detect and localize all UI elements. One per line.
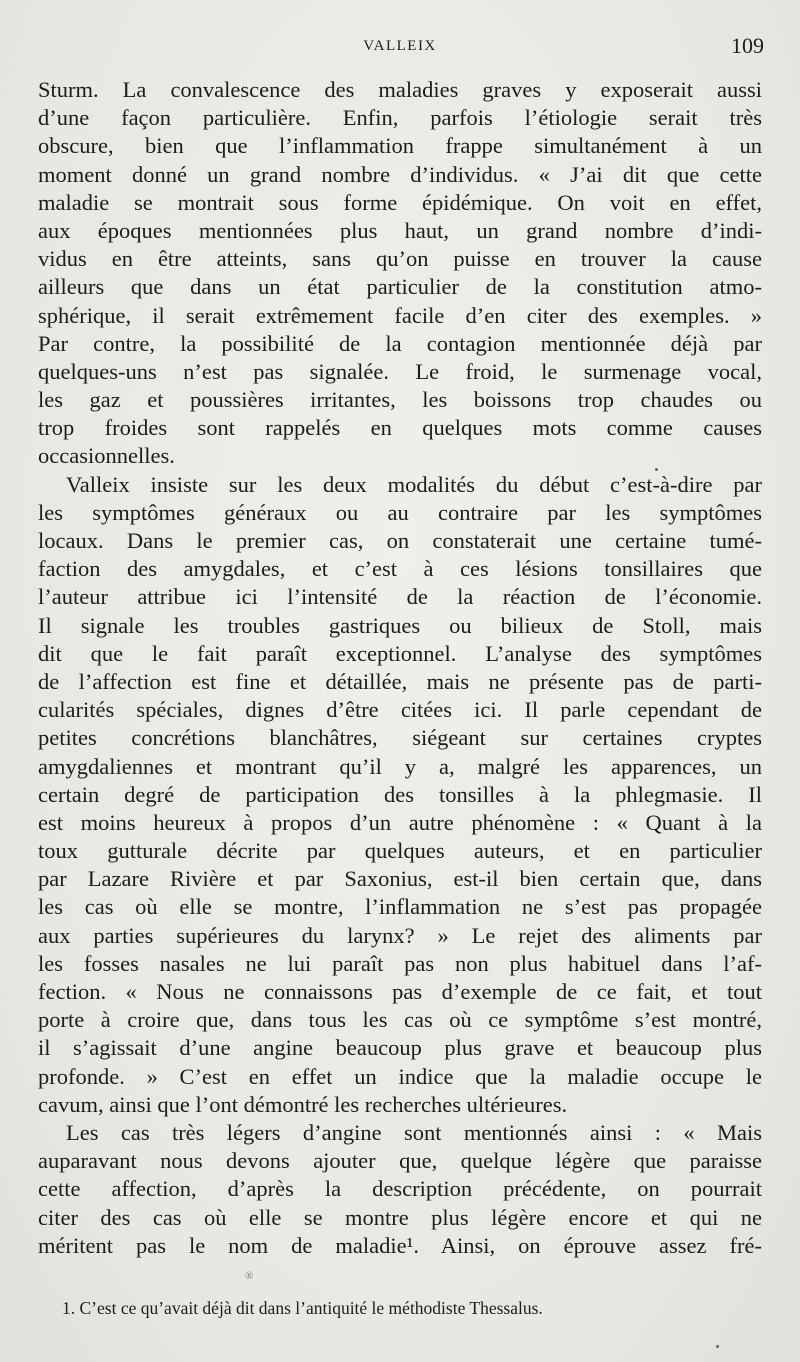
text-line: certain degré de participation des tonsilles à la phlegmasie. Il	[38, 781, 762, 807]
text-line: les fosses nasales ne lui paraît pas non plus habituel dans l’af-	[38, 950, 762, 976]
text-line: Il signale les troubles gastriques ou bilieux de Stoll, mais	[38, 612, 762, 638]
text-line: aux parties supérieures du larynx? » Le rejet des aliments par	[38, 922, 762, 948]
text-line: trop froides sont rappelés en quelques mots comme causes	[38, 415, 762, 441]
text-line: vidus en être atteints, sans qu’on puisse en trouver la cause	[38, 246, 762, 272]
text-line: Valleix insiste sur les deux modalités du début c’est-à-dire par	[66, 471, 762, 497]
footnote: 1. C’est ce qu’avait déjà dit dans l’antiquité le méthodiste Thessalus.	[62, 1298, 543, 1318]
text-line: dit que le fait paraît exceptionnel. L’analyse des symptômes	[38, 640, 762, 666]
text-line: par Lazare Rivière et par Saxonius, est-il bien certain que, dans	[38, 866, 762, 892]
text-line: l’auteur attribue ici l’intensité de la réaction de l’économie.	[38, 584, 762, 610]
text-line: les gaz et poussières irritantes, les boissons trop chaudes ou	[38, 387, 762, 413]
text-line: méritent pas le nom de maladie¹. Ainsi, on éprouve assez fré-	[38, 1232, 762, 1258]
page-number: 109	[731, 33, 764, 58]
running-header	[38, 34, 762, 62]
text-line: Sturm. La convalescence des maladies graves y exposerait aussi	[38, 77, 762, 102]
text-line: aux époques mentionnées plus haut, un grand nombre d’indi-	[38, 217, 762, 243]
text-line: citer des cas où elle se montre plus légère encore et qui ne	[38, 1204, 762, 1230]
text-line: quelques-uns n’est pas signalée. Le froid, le surmenage vocal,	[38, 358, 762, 384]
text-line: moment donné un grand nombre d’individus. « J’ai dit que cette	[38, 161, 762, 187]
text-line: les cas où elle se montre, l’inflammation ne s’est pas propagée	[38, 894, 762, 920]
text-line: cette affection, d’après la description précédente, on pourrait	[38, 1176, 762, 1202]
text-line: cavum, ainsi que l’ont démontré les recherches ultérieures.	[38, 1091, 568, 1117]
ink-speck	[716, 1345, 719, 1348]
text-line: faction des amygdales, et c’est à ces lésions tonsillaires que	[38, 556, 762, 582]
body-text	[38, 76, 762, 1260]
text-line: auparavant nous devons ajouter que, quelque légère que paraisse	[38, 1148, 762, 1174]
text-line: porte à croire que, dans tous les cas où ce symptôme s’est montré,	[38, 1007, 762, 1033]
text-line: de l’affection est fine et détaillée, mais ne présente pas de parti-	[38, 668, 762, 694]
ink-speck	[655, 468, 658, 471]
text-line: les symptômes généraux ou au contraire par les symptômes	[38, 499, 762, 525]
footnote-marker: ®	[245, 1270, 254, 1282]
text-line: amygdaliennes et montrant qu’il y a, malgré les apparences, un	[38, 753, 762, 779]
text-line: cularités spéciales, dignes d’être citées ici. Il parle cependant de	[38, 697, 762, 723]
text-line: profonde. » C’est en effet un indice que la maladie occupe le	[38, 1063, 762, 1089]
text-line: obscure, bien que l’inflammation frappe simultanément à un	[38, 133, 762, 159]
text-line: ailleurs que dans un état particulier de la constitution atmo-	[38, 274, 762, 300]
text-line: maladie se montrait sous forme épidémique. On voit en effet,	[38, 189, 762, 215]
text-line: toux gutturale décrite par quelques auteurs, et en particulier	[38, 838, 762, 864]
text-line: il s’agissait d’une angine beaucoup plus grave et beaucoup plus	[38, 1035, 762, 1061]
text-line: occasionnelles.	[38, 443, 175, 469]
text-line: Les cas très légers d’angine sont mentionnés ainsi : « Mais	[66, 1119, 762, 1145]
text-line: Par contre, la possibilité de la contagion mentionnée déjà par	[38, 330, 762, 356]
text-line: fection. « Nous ne connaissons pas d’exemple de ce fait, et tout	[38, 979, 762, 1004]
text-line: d’une façon particulière. Enfin, parfois l’étiologie serait très	[38, 105, 762, 131]
text-line: petites concrétions blanchâtres, siégeant sur certaines cryptes	[38, 725, 762, 751]
text-line: est moins heureux à propos d’un autre phénomène : « Quant à la	[38, 809, 762, 835]
running-title: VALLEIX	[363, 38, 437, 54]
text-line: sphérique, il serait extrêmement facile d’en citer des exemples. »	[38, 302, 762, 328]
text-line: locaux. Dans le premier cas, on constaterait une certaine tumé-	[38, 528, 762, 553]
